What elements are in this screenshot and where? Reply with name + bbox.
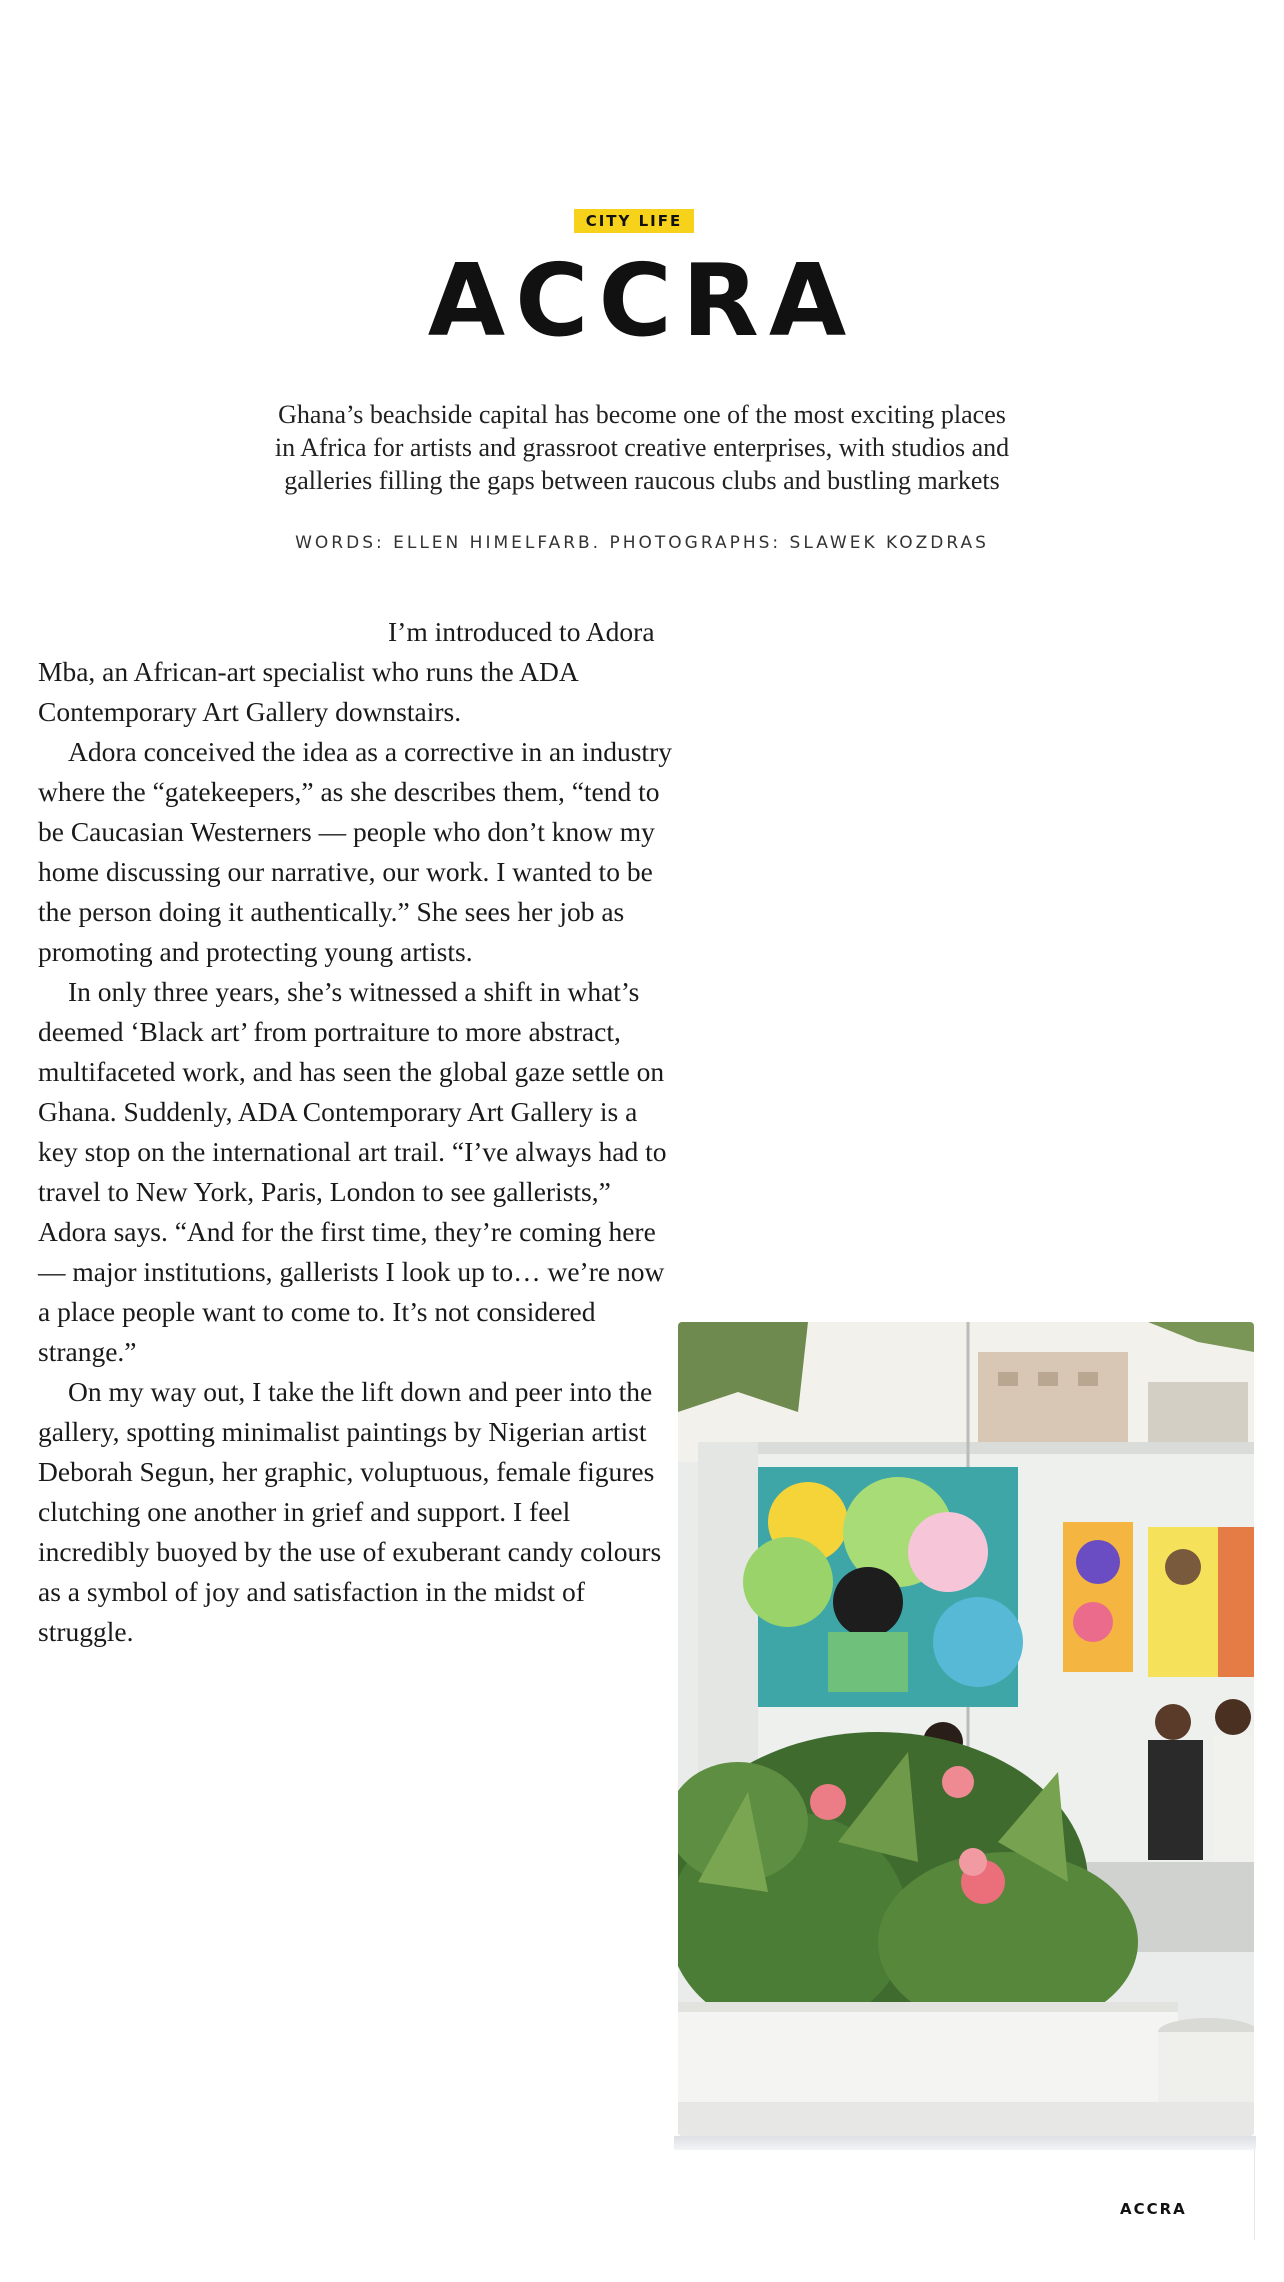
page-folio: ACCRA (1120, 2200, 1187, 2218)
body-paragraph: Adora conceived the idea as a corrective in an industry where the “gatekeepers,” as she describes them, “tend to be Caucasian Westerners — people who don’t know my home discussing our narrative, our work. I wanted to be the person doing it authentically.” She sees her job as promoting and protecting young artists. (38, 736, 672, 967)
standfirst-line: in Africa for artists and grassroot creative enterprises, with studios and (274, 433, 1010, 462)
section-kicker: CITY LIFE (574, 209, 694, 233)
article-body (38, 612, 678, 1652)
standfirst-line: galleries filling the gaps between raucous clubs and bustling markets (284, 466, 1000, 495)
page-edge-rule (1254, 2150, 1255, 2240)
body-paragraph: In only three years, she’s witnessed a shift in what’s deemed ‘Black art’ from portraiture to more abstract, multifaceted work, and has seen the global gaze settle on Ghana. Suddenly, ADA Contemporary Art Gallery is a key stop on the international art trail. “I’ve always had to travel to New York, Paris, London to see gallerists,” Adora says. “And for the first time, they’re coming here — major institutions, gallerists I look up to… we’re now a place people want to come to. It’s not considered strange.” (38, 976, 667, 1367)
standfirst (200, 398, 1084, 497)
body-paragraph: On my way out, I take the lift down and peer into the gallery, spotting minimalist paintings by Nigerian artist Deborah Segun, her graphic, voluptuous, female figures clutching one another in grief and support. I feel incredibly buoyed by the use of exuberant candy colours as a symbol of joy and satisfaction in the midst of struggle. (38, 1376, 662, 1647)
byline-credits: WORDS: ELLEN HIMELFARB. PHOTOGRAPHS: SLAWEK KOZDRAS (295, 533, 989, 553)
headline: ACCRA (427, 242, 857, 359)
standfirst-line: Ghana’s beachside capital has become one of the most exciting places (278, 400, 1006, 429)
gallery-photo (678, 1322, 1254, 2136)
photo-shadow (674, 2136, 1256, 2150)
body-paragraph: I’m introduced to Adora Mba, an African-art specialist who runs the ADA Contemporary Art Gallery downstairs. (38, 616, 655, 727)
